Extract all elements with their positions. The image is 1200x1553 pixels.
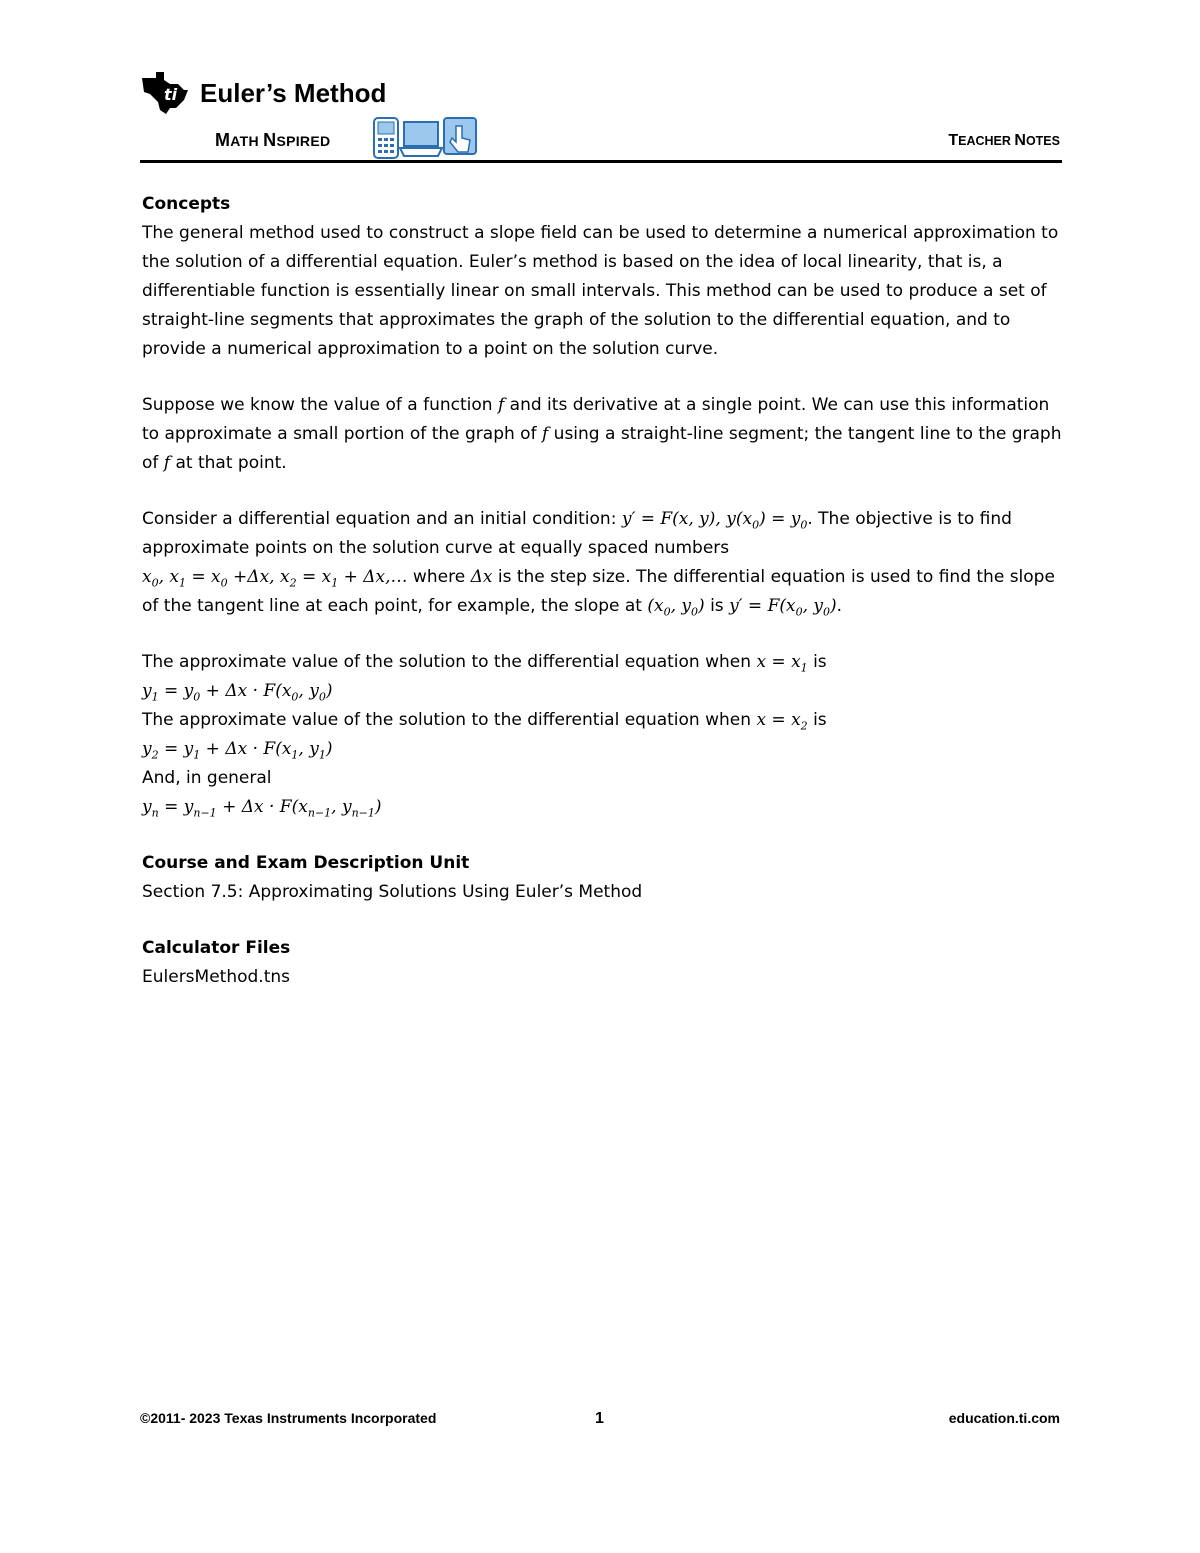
approx-x1-line: The approximate value of the solution to the differential equation when $x = x_1$ is [142,652,827,675]
approx-x2-line: The approximate value of the solution to the differential equation when $x = x_2$ is [142,710,827,733]
ced-heading: Course and Exam Description Unit [142,853,470,873]
page-header [140,70,1062,164]
calculator-file-name: EulersMethod.tns [142,967,291,987]
math-nspired-brand: MATH NSPIRED [215,130,331,150]
concepts-paragraph: The general method used to construct a slope field can be used to determine a numerical approximation to the solution of a differential equation. Euler’s method is based on the idea of local linearity, that is, a differentiable function is essentially linear on small intervals. This method can be used to produce a set of straight-line segments that approximates the graph of the solution to the differential equation, and to provide a numerical approximation to a point on the solution curve. [142,223,1059,359]
website-link[interactable]: education.ti.com [948,1410,1060,1426]
copyright-text: ©2011- 2023 Texas Instruments Incorporated [140,1410,437,1426]
concepts-heading: Concepts [142,194,231,214]
handheld-laptop-tablet-icon [372,116,478,160]
header-rule [140,160,1062,163]
formula-y1: $y_1 = y_0 + \Delta x \cdot F(x_0$, $y_0$) [142,681,333,704]
svg-text:ti: ti [164,85,178,104]
in-general-line: And, in general [142,768,272,788]
formula-yn: $y_n = y_{n-1} + \Delta x \cdot F(x_{n-1}$, $y_{n-1}$) [142,797,382,820]
page-footer [140,1410,1060,1434]
teacher-notes-label: TEACHER NOTES [948,132,1060,149]
suppose-paragraph: Suppose we know the value of a function f and its derivative at a single point. We can use this information to approximate a small portion of the graph of f using a straight-line segment; the tangent line to the graph of f at that point. [142,395,1062,473]
texas-instruments-logo-icon [140,70,190,116]
page-number: 1 [595,1410,604,1427]
formula-y2: $y_2 = y_1 + \Delta x \cdot F(x_1$, $y_1$) [142,739,333,762]
document-body [142,190,1062,992]
document-title: Euler’s Method [200,78,387,108]
consider-paragraph: Consider a differential equation and an initial condition: y′ = F(x, y), $y(x_0) = y_0$. The objective is to find approximate points on the solution curve at equally spaced numbers $x_0$, $x_1 = x_0 +\Delta x$, $x_2 = x_1$ + Δx,… where Δx is the step size. The differential equation is used to find the slope of the tangent line at each point, for example, the slope at ($x_0$, $y_0$) is $y' = F(x_0$, $y_0$). [142,509,1055,619]
calculator-files-heading: Calculator Files [142,938,291,958]
ced-text: Section 7.5: Approximating Solutions Using Euler’s Method [142,882,643,902]
